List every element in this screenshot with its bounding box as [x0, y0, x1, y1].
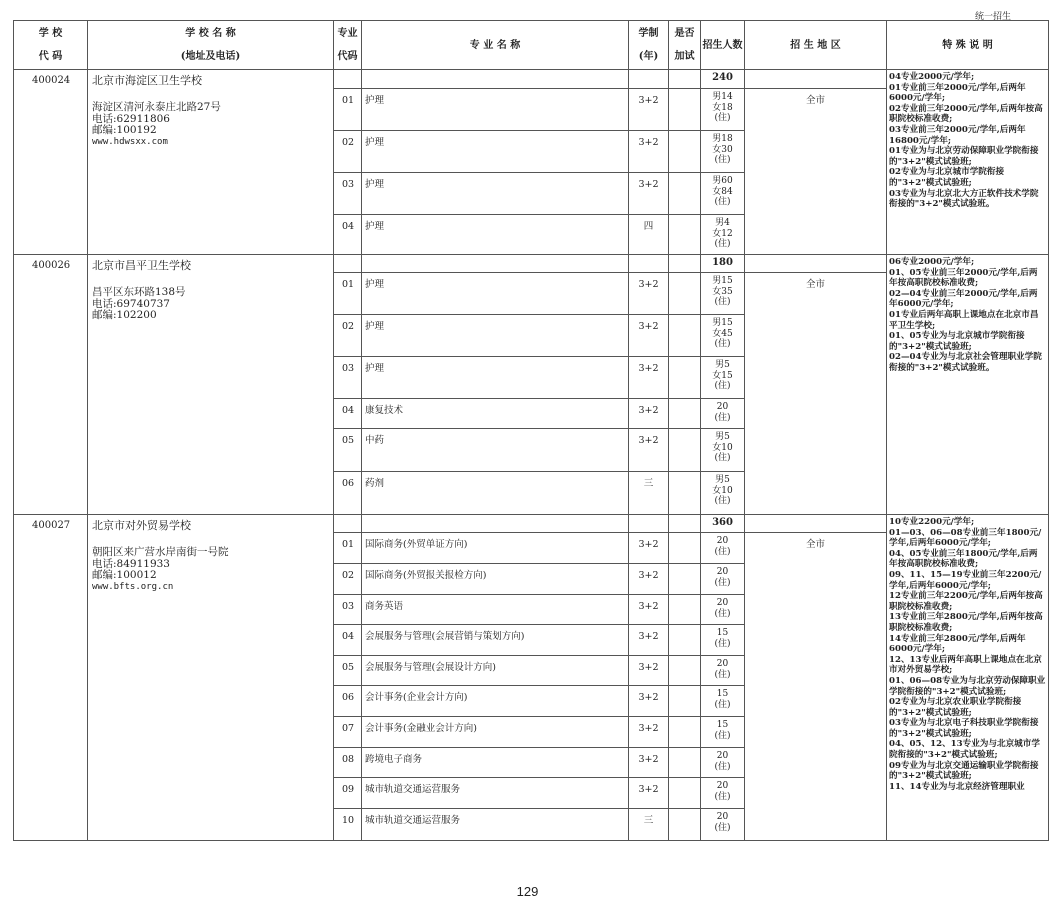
- major-enrollment: 20 (住): [701, 595, 745, 625]
- major-code: 01: [334, 273, 362, 315]
- major-code: 04: [334, 625, 362, 656]
- major-code: 03: [334, 357, 362, 399]
- major-duration: 四: [629, 215, 669, 255]
- major-name: 护理: [362, 315, 629, 357]
- major-name: 护理: [362, 173, 629, 215]
- major-code: 10: [334, 809, 362, 841]
- major-extra-test: [669, 717, 701, 748]
- header-major-code: 专业 代码: [334, 21, 362, 70]
- major-enrollment: 20 (住): [701, 778, 745, 809]
- major-code: 01: [334, 533, 362, 564]
- school-name: 北京市海淀区卫生学校: [92, 74, 202, 87]
- major-extra-test: [669, 533, 701, 564]
- major-enrollment: 男5 女15 (住): [701, 357, 745, 399]
- major-extra-test: [669, 399, 701, 429]
- major-enrollment: 男18 女30 (住): [701, 131, 745, 173]
- major-code: 04: [334, 399, 362, 429]
- empty-cell: [745, 70, 887, 89]
- school-notes: [887, 255, 1049, 515]
- major-duration: 3+2: [629, 131, 669, 173]
- major-duration: 3+2: [629, 399, 669, 429]
- major-enrollment: 20 (住): [701, 564, 745, 595]
- major-extra-test: [669, 564, 701, 595]
- major-name: 会展服务与管理(会展设计方向): [362, 656, 629, 686]
- major-duration: 3+2: [629, 533, 669, 564]
- major-code: 06: [334, 686, 362, 717]
- major-extra-test: [669, 472, 701, 515]
- major-code: 02: [334, 564, 362, 595]
- header-school-name: 学 校 名 称 (地址及电话): [88, 21, 334, 70]
- major-code: 09: [334, 778, 362, 809]
- school-total: 180: [701, 255, 745, 273]
- major-enrollment: 男15 女35 (住): [701, 273, 745, 315]
- page-number: 129: [516, 884, 539, 899]
- major-duration: 3+2: [629, 429, 669, 472]
- school-code: 400024: [14, 70, 88, 255]
- major-enrollment: 20 (住): [701, 656, 745, 686]
- major-extra-test: [669, 809, 701, 841]
- empty-cell: [362, 515, 629, 533]
- school-website: www.bfts.org.cn: [92, 581, 174, 592]
- major-code: 04: [334, 215, 362, 255]
- major-name: 护理: [362, 89, 629, 131]
- school-region: 全市: [745, 89, 887, 255]
- school-info: [88, 70, 334, 255]
- major-name: 药剂: [362, 472, 629, 515]
- empty-cell: [669, 515, 701, 533]
- major-extra-test: [669, 215, 701, 255]
- school-total: 360: [701, 515, 745, 533]
- major-name: 商务英语: [362, 595, 629, 625]
- major-extra-test: [669, 131, 701, 173]
- school-notes: [887, 70, 1049, 255]
- major-name: 中药: [362, 429, 629, 472]
- header-extra-test: 是否 加试: [669, 21, 701, 70]
- major-code: 02: [334, 315, 362, 357]
- major-duration: 3+2: [629, 564, 669, 595]
- empty-cell: [745, 255, 887, 273]
- school-phone: 电话:62911806: [92, 112, 170, 125]
- major-extra-test: [669, 595, 701, 625]
- school-address: 昌平区东环路138号: [92, 286, 186, 298]
- notes-text: 10专业2200元/学年; 01—03、06—08专业前三年1800元/学年,后两年6000元/学年; 04、05专业前三年1800元/学年,后两年按高职院校标准收费; 09、11、15—19专业前三年2200元/学年,后两年6000元/学年; 12专业前三年2200元/学年,后两年按高职院校标准收费; 13专业前三年2800元/学年,后两年按高职院校标准收费; 14专业前三年2800元/学年,后两年6000元/学年; 12、13专业后两年高职上课地点在北京市对外贸易学校; 01、06—08专业为与北京劳动保障职业学院衔接的"3+2"模式试验班; 02专业为与北京农业职业学院衔接的"3+2"模式试验班; 03专业为与北京电子科技职业学院衔接的"3+2"模式试验班; 04、05、12、13专业为与北京城市学院衔接的"3+2"模式试验班; 09专业为与北京交通运输职业学院衔接的"3+2"模式试验班; 11、14专业为与北京经济管理职业: [889, 517, 1046, 792]
- major-duration: 3+2: [629, 656, 669, 686]
- admissions-table: [13, 20, 1049, 841]
- school-postcode: 邮编:102200: [92, 309, 157, 321]
- major-enrollment: 20 (住): [701, 533, 745, 564]
- major-name: 跨境电子商务: [362, 748, 629, 778]
- major-name: 护理: [362, 215, 629, 255]
- major-duration: 3+2: [629, 173, 669, 215]
- major-duration: 三: [629, 809, 669, 841]
- major-enrollment: 15 (住): [701, 625, 745, 656]
- major-name: 会展服务与管理(会展营销与策划方向): [362, 625, 629, 656]
- major-duration: 三: [629, 472, 669, 515]
- major-code: 07: [334, 717, 362, 748]
- major-name: 国际商务(外贸报关报检方向): [362, 564, 629, 595]
- header-major-name: 专 业 名 称: [362, 21, 629, 70]
- major-extra-test: [669, 778, 701, 809]
- empty-cell: [334, 255, 362, 273]
- header-row: [14, 21, 1049, 70]
- major-enrollment: 15 (住): [701, 686, 745, 717]
- school-notes: [887, 515, 1049, 841]
- major-name: 会计事务(金融业会计方向): [362, 717, 629, 748]
- major-code: 03: [334, 595, 362, 625]
- notes-text: 04专业2000元/学年; 01专业前三年2000元/学年,后两年6000元/学年; 02专业前三年2000元/学年,后两年按高职院校标准收费; 03专业前三年2000元/学年,后两年16800元/学年; 01专业为与北京劳动保障职业学院衔接的"3+2"模式试验班; 02专业为与北京城市学院衔接的"3+2"模式试验班; 03专业为与北京北大方正软件技术学院衔接的"3+2"模式试验班。: [889, 72, 1043, 210]
- major-code: 05: [334, 429, 362, 472]
- empty-cell: [669, 255, 701, 273]
- header-duration: 学制 (年): [629, 21, 669, 70]
- major-enrollment: 男4 女12 (住): [701, 215, 745, 255]
- major-duration: 3+2: [629, 625, 669, 656]
- school-code: 400027: [14, 515, 88, 841]
- major-code: 05: [334, 656, 362, 686]
- major-duration: 3+2: [629, 748, 669, 778]
- major-name: 护理: [362, 131, 629, 173]
- header-region: 招 生 地 区: [745, 21, 887, 70]
- major-code: 02: [334, 131, 362, 173]
- major-duration: 3+2: [629, 89, 669, 131]
- major-extra-test: [669, 625, 701, 656]
- major-enrollment: 男14 女18 (住): [701, 89, 745, 131]
- empty-cell: [669, 70, 701, 89]
- major-code: 06: [334, 472, 362, 515]
- school-total-row: [14, 515, 1049, 533]
- school-address: 朝阳区来广营水岸南街一号院: [92, 546, 229, 558]
- major-extra-test: [669, 357, 701, 399]
- empty-cell: [362, 70, 629, 89]
- school-postcode: 邮编:100012: [92, 569, 157, 581]
- major-name: 国际商务(外贸单证方向): [362, 533, 629, 564]
- school-phone: 电话:84911933: [92, 557, 170, 570]
- major-enrollment: 20 (住): [701, 748, 745, 778]
- major-enrollment: 20 (住): [701, 399, 745, 429]
- major-duration: 3+2: [629, 315, 669, 357]
- empty-cell: [629, 255, 669, 273]
- empty-cell: [334, 70, 362, 89]
- school-address: 海淀区清河永泰庄北路27号: [92, 101, 221, 113]
- major-code: 08: [334, 748, 362, 778]
- header-school-code: 学 校 代 码: [14, 21, 88, 70]
- major-enrollment: 15 (住): [701, 717, 745, 748]
- school-name: 北京市昌平卫生学校: [92, 259, 191, 272]
- school-postcode: 邮编:100192: [92, 124, 157, 136]
- major-code: 03: [334, 173, 362, 215]
- empty-cell: [334, 515, 362, 533]
- major-enrollment: 男5 女10 (住): [701, 472, 745, 515]
- major-duration: 3+2: [629, 273, 669, 315]
- major-extra-test: [669, 315, 701, 357]
- major-duration: 3+2: [629, 778, 669, 809]
- header-notes: 特 殊 说 明: [887, 21, 1049, 70]
- major-duration: 3+2: [629, 686, 669, 717]
- major-enrollment: 20 (住): [701, 809, 745, 841]
- major-code: 01: [334, 89, 362, 131]
- major-name: 护理: [362, 273, 629, 315]
- school-total-row: [14, 70, 1049, 89]
- school-info: [88, 255, 334, 515]
- major-duration: 3+2: [629, 595, 669, 625]
- empty-cell: [629, 515, 669, 533]
- school-region: 全市: [745, 533, 887, 841]
- school-total-row: [14, 255, 1049, 273]
- school-region: 全市: [745, 273, 887, 515]
- major-duration: 3+2: [629, 717, 669, 748]
- major-name: 城市轨道交通运营服务: [362, 809, 629, 841]
- major-extra-test: [669, 273, 701, 315]
- major-enrollment: 男60 女84 (住): [701, 173, 745, 215]
- major-extra-test: [669, 173, 701, 215]
- school-total: 240: [701, 70, 745, 89]
- major-extra-test: [669, 748, 701, 778]
- empty-cell: [745, 515, 887, 533]
- major-name: 城市轨道交通运营服务: [362, 778, 629, 809]
- school-phone: 电话:69740737: [92, 297, 170, 310]
- school-name: 北京市对外贸易学校: [92, 519, 191, 532]
- corner-label: 统一招生: [974, 12, 1011, 22]
- major-name: 康复技术: [362, 399, 629, 429]
- notes-text: 06专业2000元/学年; 01、05专业前三年2000元/学年,后两年按高职院校标准收费; 02—04专业前三年2000元/学年,后两年6000元/学年; 01专业后两年高职上课地点在北京市昌平卫生学校; 01、05专业为与北京城市学院衔接的"3+2"模式试验班; 02—04专业为与北京社会管理职业学院衔接的"3+2"模式试验班。: [889, 257, 1042, 373]
- major-name: 护理: [362, 357, 629, 399]
- header-enrollment: 招生人数: [701, 21, 745, 70]
- major-enrollment: 男15 女45 (住): [701, 315, 745, 357]
- major-duration: 3+2: [629, 357, 669, 399]
- school-website: www.hdwsxx.com: [92, 136, 168, 147]
- major-extra-test: [669, 686, 701, 717]
- major-extra-test: [669, 429, 701, 472]
- empty-cell: [629, 70, 669, 89]
- major-extra-test: [669, 656, 701, 686]
- empty-cell: [362, 255, 629, 273]
- major-extra-test: [669, 89, 701, 131]
- major-name: 会计事务(企业会计方向): [362, 686, 629, 717]
- school-code: 400026: [14, 255, 88, 515]
- major-enrollment: 男5 女10 (住): [701, 429, 745, 472]
- school-info: [88, 515, 334, 841]
